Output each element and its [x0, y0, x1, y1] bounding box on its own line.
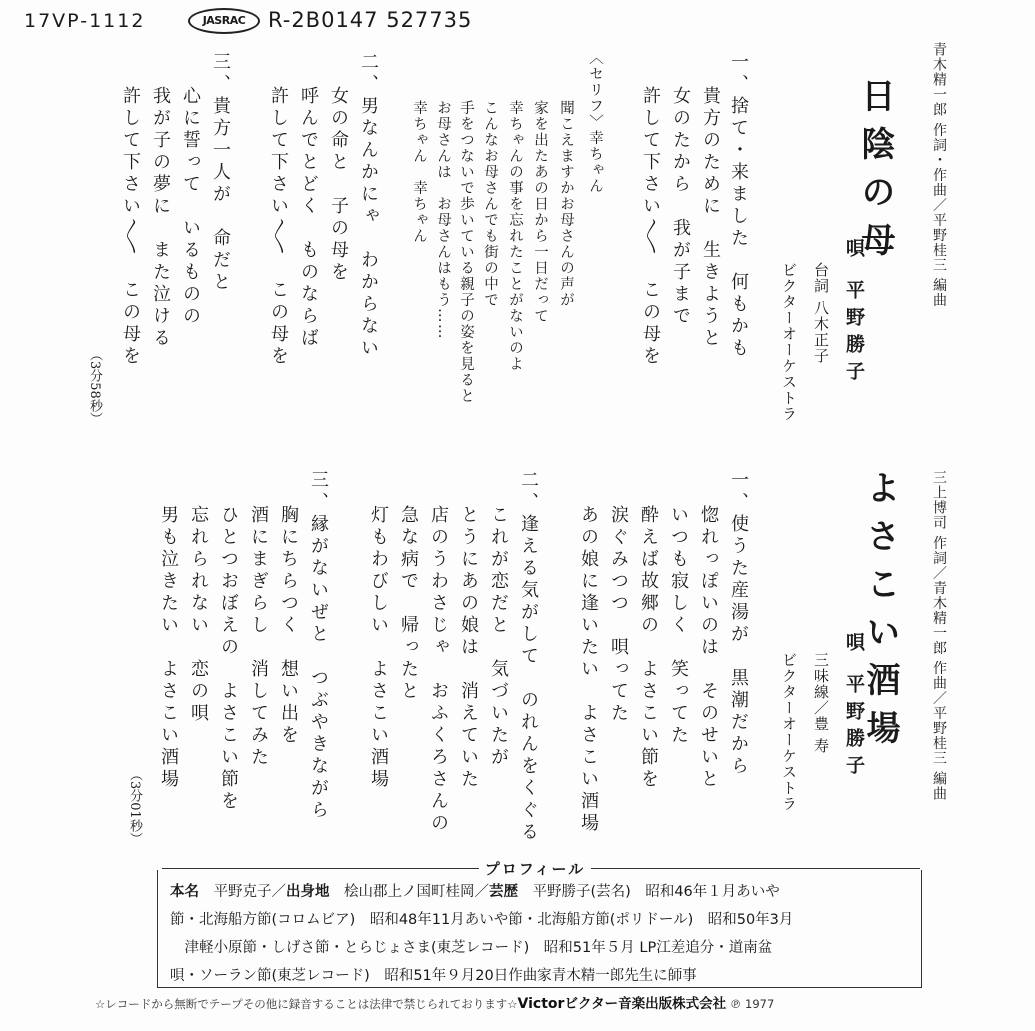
- song1-duration: （3分58秒）: [87, 348, 102, 425]
- song1-lyric-line: 許して下さい〱 この母を: [268, 86, 289, 368]
- song1-lyric-line: 呼んでとどく ものならば: [298, 86, 319, 350]
- song2-lyric-line: 忘れられない 恋の唄: [188, 505, 209, 725]
- song1-dialogue-line: 〈セリフ〉幸ちゃん: [587, 50, 603, 194]
- song1-dialogue-line: 家を出たあの日から一日だって: [532, 100, 548, 324]
- song1-dialogue-line: こんなお母さんでも街の中で: [482, 100, 498, 308]
- song1-lyric-line: 我が子の夢に また泣ける: [150, 86, 171, 350]
- publisher: ビクター音楽出版株式会社: [564, 996, 727, 1012]
- profile-line-4: 唄・ソーラン節(東芝レコード) 昭和51年９月20日作曲家青木精一郎先生に師事: [170, 968, 697, 984]
- song2-lyric-line: いつも寂しく 笑ってた: [668, 505, 689, 747]
- song1-dialogue-writer: 台詞 八木正子: [812, 262, 830, 364]
- song2-lyric-line: 男も泣きたい よさこい酒場: [158, 505, 179, 791]
- song2-shamisen: 三味線／豊 寿: [812, 652, 830, 754]
- profile-box: [157, 870, 922, 988]
- copyright-year: ℗ 1977: [729, 997, 775, 1011]
- song1-lyric-line: 心に誓って いるものの: [180, 86, 201, 328]
- song1-lyric-line: 一、捨て・来ました 何もかも: [728, 52, 749, 360]
- song1-dialogue-line: 幸ちゃんの事を忘れたことがないのよ: [507, 100, 523, 372]
- song2-lyric-line: 三、縁がないぜと つぶやきながら: [308, 470, 329, 822]
- song2-lyric-line: 灯もわびしい よさこい酒場: [368, 505, 389, 791]
- song1-dialogue-line: 幸ちゃん 幸ちゃん: [411, 100, 427, 244]
- profile-line-2: 節・北海船方節(コロムビア) 昭和48年11月あいや節・北海船方節(ポリドール) 昭和50年3月: [170, 912, 794, 928]
- song1-lyric-line: 許して下さい〱 この母を: [640, 86, 661, 368]
- song2-lyric-line: 一、使うた産湯が 黒潮だから: [728, 470, 749, 778]
- career: 平野勝子(芸名) 昭和46年１月あいや: [532, 884, 780, 900]
- song1-credit: 青木精一郎 作詞・作曲／平野桂三 編曲: [931, 42, 947, 308]
- song2-lyric-line: これが恋だと 気づいたが: [488, 505, 509, 769]
- song2-lyric-line: 涙ぐみつつ 唄ってた: [608, 505, 629, 725]
- profile-line-3: 津軽小原節・しげさ節・とらじょさま(東芝レコード) 昭和51年５月 LP江差追分・道南盆: [170, 940, 773, 956]
- song1-lyric-line: 貴方のために 生きようと: [700, 86, 721, 350]
- song1-dialogue-line: お母さんは お母さんはもう……: [435, 100, 451, 340]
- song1-dialogue-line: 手をつないで歩いている親子の姿を見ると: [458, 100, 474, 404]
- song1-lyric-line: 女のたから 我が子まで: [670, 86, 691, 328]
- jasrac-logo: JASRAC: [188, 8, 260, 34]
- song2-lyric-line: あの娘に逢いたい よさこい酒場: [578, 505, 599, 835]
- song2-lyric-line: 店のうわさじゃ おふくろさんの: [428, 505, 449, 835]
- song1-lyric-line: 三、貴方一人が 命だと: [210, 52, 231, 294]
- song2-lyric-line: 胸にちらつく 想い出を: [278, 505, 299, 747]
- song2-singer: 唄 平野勝子: [843, 632, 865, 782]
- song1-title: 日陰の母: [855, 78, 895, 270]
- name: 平野克子／: [213, 884, 286, 900]
- song2-lyric-line: 急な病で 帰ったと: [398, 505, 419, 703]
- footer: [95, 992, 774, 1012]
- song2-title: よさこい酒場: [860, 470, 900, 758]
- song2-lyric-line: 酔えば故郷の よさこい節を: [638, 505, 659, 791]
- victor-logo: Victor: [517, 996, 565, 1012]
- label-birthplace: 出身地: [286, 884, 330, 900]
- song2-lyric-line: 惚れっぽいのは そのせいと: [698, 505, 719, 791]
- song2-lyric-line: 二、逢える気がして のれんをくぐる: [518, 470, 539, 844]
- copyright-notice: ☆レコードから無断でテープその他に録音することは法律で禁じられております☆: [95, 997, 518, 1011]
- song1-lyric-line: 二、男なんかにゃ わからない: [358, 52, 379, 360]
- label-career: 芸歴: [489, 884, 518, 900]
- label-name: 本名: [170, 884, 199, 900]
- song1-orchestra: ビクターオーケストラ: [780, 262, 798, 422]
- song2-lyric-line: 酒にまぎらし 消してみた: [248, 505, 269, 769]
- song1-lyric-line: 女の命と 子の母を: [328, 86, 349, 284]
- song1-singer: 唄 平野勝子: [843, 238, 865, 388]
- song2-duration: （3分01秒）: [127, 768, 142, 845]
- profile-line-1: [170, 878, 911, 906]
- birthplace: 桧山郡上ノ国町桂岡／: [344, 884, 489, 900]
- jasrac-code: R-2B0147 527735: [268, 8, 473, 32]
- profile-heading-text: プロフィール: [479, 860, 592, 878]
- song2-orchestra: ビクターオーケストラ: [780, 652, 798, 812]
- song2-lyric-line: とうにあの娘は 消えていた: [458, 505, 479, 791]
- song1-lyric-line: 許して下さい〱 この母を: [120, 86, 141, 368]
- song1-dialogue-line: 聞こえますかお母さんの声が: [558, 100, 574, 308]
- catalog-number: 17VP-1112: [24, 10, 146, 32]
- song2-lyric-line: ひとつおぼえの よさこい節を: [218, 505, 239, 813]
- song2-credit: 三上博司 作詞／青木精一郎 作曲／平野桂三 編曲: [931, 470, 947, 802]
